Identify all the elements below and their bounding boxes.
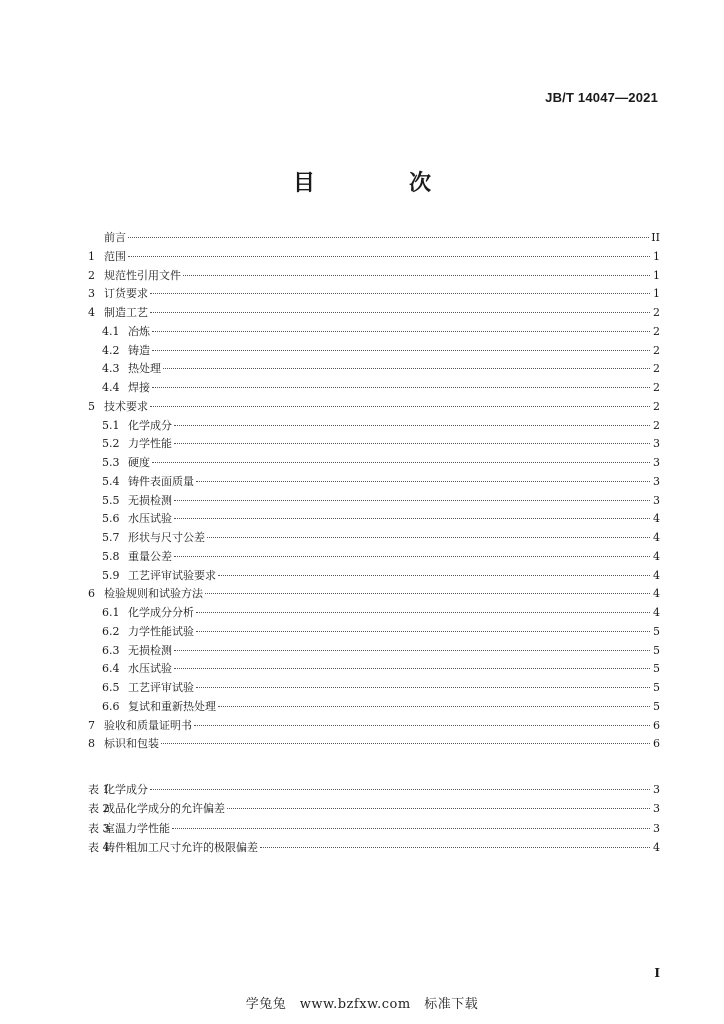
entry-page: 4	[653, 587, 660, 601]
entry-title: 铸造	[128, 343, 150, 357]
entry-title: 化学成分	[128, 418, 172, 432]
entry-page: 5	[653, 699, 660, 713]
entry-title: 验收和质量证明书	[104, 718, 192, 732]
entry-number: 5.2	[102, 437, 120, 451]
entry-title: 室温力学性能	[104, 821, 170, 835]
entry-page: 3	[653, 456, 660, 469]
entry-number: 1	[88, 249, 95, 263]
dot-leader	[152, 461, 650, 463]
dot-leader	[260, 846, 650, 848]
toc-entry[interactable]	[88, 417, 660, 436]
dot-leader	[152, 330, 650, 332]
entry-page: 4	[653, 840, 660, 854]
entry-page: 2	[653, 362, 660, 376]
toc-entry[interactable]	[88, 548, 660, 567]
entry-page: 3	[653, 783, 660, 796]
entry-title: 前言	[104, 231, 126, 244]
entry-title: 订货要求	[104, 287, 148, 301]
toc-entry[interactable]	[88, 660, 660, 679]
entry-title: 化学成分分析	[128, 606, 194, 619]
entry-number: 6.1	[102, 606, 120, 619]
toc-entry[interactable]	[88, 642, 660, 661]
toc-entry[interactable]	[88, 698, 660, 717]
entry-number: 8	[88, 737, 95, 751]
page-title: 目 次	[292, 170, 467, 196]
entry-number: 表 3	[88, 821, 110, 835]
entry-title: 技术要求	[104, 399, 148, 413]
entry-number: 5.8	[102, 549, 120, 563]
entry-number: 5.3	[102, 456, 120, 469]
entry-page: 1	[653, 249, 660, 263]
entry-title: 范围	[104, 249, 126, 263]
toc-entry[interactable]	[88, 623, 660, 642]
entry-page: 4	[653, 531, 660, 544]
entry-page: 5	[653, 681, 660, 694]
entry-title: 复试和重新热处理	[128, 699, 216, 713]
dot-leader	[161, 742, 650, 744]
dot-leader	[152, 349, 650, 351]
dot-leader	[227, 807, 650, 809]
toc-entry[interactable]	[88, 454, 660, 473]
toc-entry[interactable]	[88, 379, 660, 398]
toc-entry[interactable]	[88, 473, 660, 492]
toc-entry[interactable]	[88, 323, 660, 342]
page-number: I	[654, 966, 660, 980]
entry-title: 检验规则和试验方法	[104, 587, 203, 601]
dot-leader	[174, 442, 650, 444]
entry-title: 焊接	[128, 381, 150, 394]
entry-number: 3	[88, 287, 95, 301]
entry-title: 工艺评审试验要求	[128, 568, 216, 582]
toc-entry[interactable]	[88, 267, 660, 286]
entry-title: 热处理	[128, 362, 161, 376]
entry-page: 3	[653, 802, 660, 816]
toc-entry[interactable]	[88, 604, 660, 623]
table-of-contents	[88, 229, 660, 754]
dot-leader	[207, 536, 650, 538]
entry-page: 4	[653, 606, 660, 619]
standard-code: JB/T 14047—2021	[545, 90, 658, 105]
entry-number: 6.2	[102, 624, 120, 638]
entry-number: 表 4	[88, 840, 110, 854]
dot-leader	[152, 386, 650, 388]
dot-leader	[174, 555, 650, 557]
entry-page: 1	[653, 287, 660, 301]
entry-number: 5.6	[102, 512, 120, 526]
dot-leader	[150, 405, 650, 407]
entry-title: 成品化学成分的允许偏差	[104, 802, 225, 816]
entry-number: 5.1	[102, 418, 120, 432]
entry-number: 5.5	[102, 493, 120, 507]
entry-page: 6	[653, 718, 660, 732]
entry-page: 4	[653, 549, 660, 563]
entry-page: 5	[653, 662, 660, 676]
entry-page: 3	[653, 821, 660, 835]
entry-page: 4	[653, 512, 660, 526]
table-entry[interactable]	[88, 819, 660, 838]
entry-title: 铸件粗加工尺寸允许的极限偏差	[104, 840, 258, 854]
entry-number: 6.5	[102, 681, 120, 694]
toc-entry[interactable]	[88, 679, 660, 698]
dot-leader	[196, 686, 650, 688]
table-entry[interactable]	[88, 838, 660, 857]
entry-title: 重量公差	[128, 549, 172, 563]
entry-page: 3	[653, 437, 660, 451]
toc-entry[interactable]	[88, 492, 660, 511]
table-entry[interactable]	[88, 799, 660, 818]
entry-number: 6.4	[102, 662, 120, 676]
entry-number: 4.3	[102, 362, 120, 376]
entry-number: 4	[88, 306, 95, 319]
entry-page: II	[651, 231, 660, 244]
entry-title: 硬度	[128, 456, 150, 469]
entry-page: 2	[653, 306, 660, 319]
dot-leader	[174, 424, 650, 426]
toc-entry[interactable]	[88, 529, 660, 548]
entry-page: 6	[653, 737, 660, 751]
dot-leader	[218, 705, 650, 707]
entry-page: 3	[653, 474, 660, 488]
entry-page: 5	[653, 624, 660, 638]
entry-title: 工艺评审试验	[128, 681, 194, 694]
dot-leader	[128, 236, 649, 238]
entry-title: 力学性能试验	[128, 624, 194, 638]
entry-page: 2	[653, 381, 660, 394]
entry-page: 2	[653, 418, 660, 432]
entry-number: 4.1	[102, 324, 120, 338]
entry-title: 规范性引用文件	[104, 268, 181, 282]
entry-number: 5	[88, 399, 95, 413]
entry-number: 5.4	[102, 474, 120, 488]
toc-entry[interactable]	[88, 360, 660, 379]
entry-title: 化学成分	[104, 783, 148, 796]
entry-page: 4	[653, 568, 660, 582]
entry-page: 2	[653, 343, 660, 357]
entry-title: 水压试验	[128, 662, 172, 676]
entry-title: 力学性能	[128, 437, 172, 451]
entry-title: 制造工艺	[104, 306, 148, 319]
dot-leader	[150, 311, 650, 313]
dot-leader	[196, 611, 650, 613]
toc-entry[interactable]	[88, 342, 660, 361]
entry-title: 形状与尺寸公差	[128, 531, 205, 544]
dot-leader	[150, 292, 650, 294]
entry-title: 铸件表面质量	[128, 474, 194, 488]
toc-entry[interactable]	[88, 229, 660, 248]
toc-entry[interactable]	[88, 285, 660, 304]
watermark: 学兔兔 www.bzfxw.com 标准下载	[245, 997, 479, 1012]
toc-entry[interactable]	[88, 510, 660, 529]
toc-entry[interactable]	[88, 717, 660, 736]
dot-leader	[174, 649, 650, 651]
dot-leader	[150, 788, 650, 790]
list-of-tables	[88, 780, 660, 857]
entry-title: 无损检测	[128, 643, 172, 657]
dot-leader	[194, 724, 650, 726]
dot-leader	[174, 499, 650, 501]
toc-entry[interactable]	[88, 398, 660, 417]
dot-leader	[174, 517, 650, 519]
entry-number: 4.2	[102, 343, 120, 357]
table-entry[interactable]	[88, 780, 660, 799]
dot-leader	[163, 367, 650, 369]
entry-number: 2	[88, 268, 95, 282]
toc-entry[interactable]	[88, 248, 660, 267]
entry-number: 6.6	[102, 699, 120, 713]
entry-page: 3	[653, 493, 660, 507]
entry-page: 5	[653, 643, 660, 657]
dot-leader	[183, 274, 650, 276]
dot-leader	[174, 667, 650, 669]
entry-number: 6	[88, 587, 95, 601]
dot-leader	[196, 480, 650, 482]
toc-entry[interactable]	[88, 585, 660, 604]
dot-leader	[128, 255, 650, 257]
dot-leader	[218, 574, 650, 576]
entry-number: 4.4	[102, 381, 120, 394]
entry-page: 1	[653, 268, 660, 282]
toc-entry[interactable]	[88, 435, 660, 454]
entry-number: 6.3	[102, 643, 120, 657]
entry-number: 表 2	[88, 802, 110, 816]
dot-leader	[172, 827, 650, 829]
toc-entry[interactable]	[88, 304, 660, 323]
entry-title: 标识和包装	[104, 737, 159, 751]
entry-title: 水压试验	[128, 512, 172, 526]
dot-leader	[205, 592, 650, 594]
entry-title: 无损检测	[128, 493, 172, 507]
toc-entry[interactable]	[88, 567, 660, 586]
entry-page: 2	[653, 399, 660, 413]
entry-title: 冶炼	[128, 324, 150, 338]
entry-number: 表 1	[88, 783, 110, 796]
dot-leader	[196, 630, 650, 632]
entry-number: 7	[88, 718, 95, 732]
entry-number: 5.9	[102, 568, 120, 582]
entry-number: 5.7	[102, 531, 120, 544]
entry-page: 2	[653, 324, 660, 338]
toc-entry[interactable]	[88, 735, 660, 754]
